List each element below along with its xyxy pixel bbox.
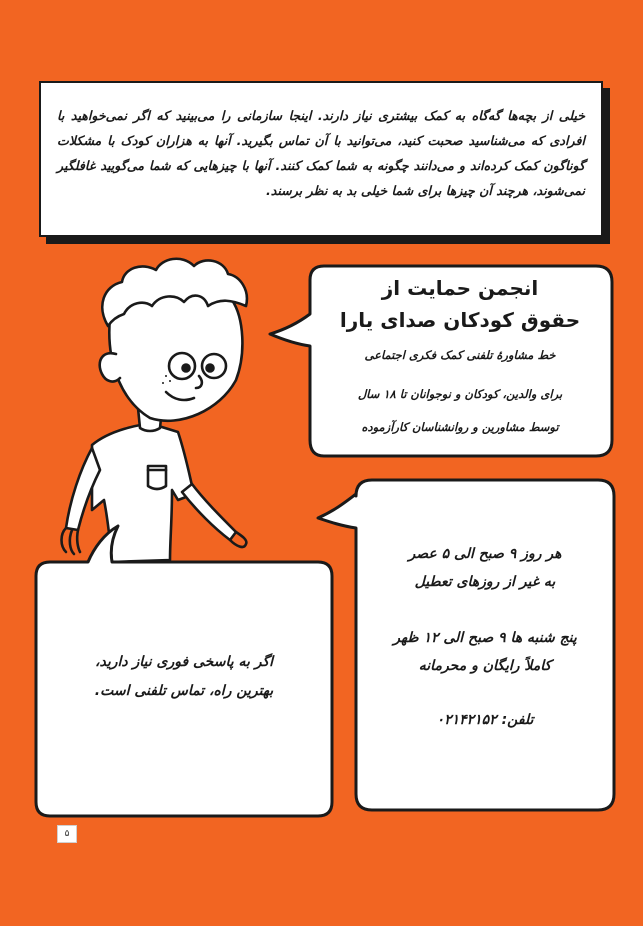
boy-illustration xyxy=(62,259,247,562)
intro-paragraph: خیلی از بچه‌ها گه‌گاه به کمک بیشتری نیاز دارند. اینجا سازمانی را می‌بینید که اگر نمی‌خواهید با افرادی که می‌شناسید صحبت کنید، می‌توانید با آن تماس بگیرید. آنها به هزاران کودک با مشکلات گوناگون کمک کرده‌اند و می‌دانند چگونه به شما کمک کنند. آنها با چیزهایی که شما می‌گویید غافلگیر نمی‌شوند، هرچند آن چیزها برای شما خیلی بد به نظر برسند. xyxy=(57,108,585,198)
page-number: ۵ xyxy=(57,825,77,843)
phone-number: تلفن: ۰۲۱۴۲۱۵۲ xyxy=(436,712,534,728)
organization-title xyxy=(312,272,608,336)
hours-line1: هر روز ۹ صبح الی ۵ عصر xyxy=(408,546,562,562)
hours-line3: پنج شنبه ها ۹ صبح الی ۱۲ ظهر xyxy=(393,630,577,646)
organization-line2: برای والدین، کودکان و نوجوانان تا ۱۸ سال xyxy=(357,387,563,401)
organization-line1: خط مشاورهٔ تلفنی کمک فکری اجتماعی xyxy=(364,348,556,362)
organization-title-line1: انجمن حمایت از xyxy=(381,276,539,300)
hours-line2: به غیر از روزهای تعطیل xyxy=(414,574,556,590)
organization-line3: توسط مشاورین و روانشناسان کارآزموده xyxy=(361,420,559,434)
organization-title-line2: حقوق کودکان صدای یارا xyxy=(339,308,581,332)
urgent-text xyxy=(36,648,332,706)
hours-weekday-block xyxy=(360,540,610,596)
urgent-line1: اگر به پاسخی فوری نیاز دارید، xyxy=(94,654,274,670)
urgent-line2: بهترین راه، تماس تلفنی است. xyxy=(94,683,274,699)
hours-line4: کاملاً رایگان و محرمانه xyxy=(418,658,552,674)
hours-thursday-block xyxy=(360,624,610,680)
